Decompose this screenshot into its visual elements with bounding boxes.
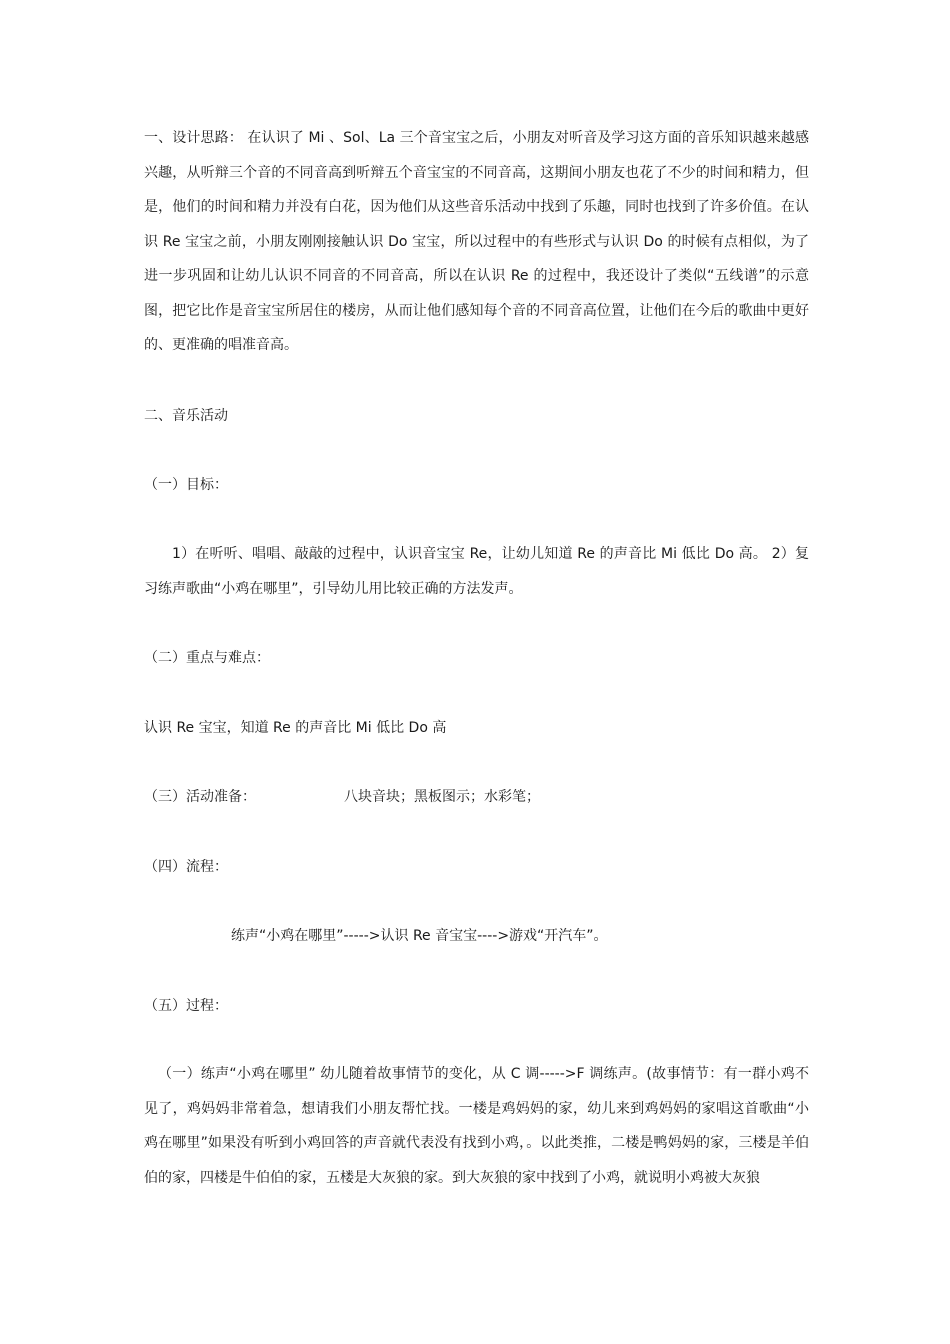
design-paragraph: 一、设计思路： 在认识了 Mi 、Sol、La 三个音宝宝之后，小朋友对听音及学习这方面的音乐知识越来越感兴趣，从听辩三个音的不同音高到听辩五个音宝宝的不同音高，这期间小朋友也花了不少的时间和精力，但是，他们的时间和精力并没有白花，因为他们从这些音乐活动中找到了乐趣，同时也找到了许多价值。在认识 Re 宝宝之前，小朋友刚刚接触认识 Do 宝宝，所以过程中的有些形式与认识 Do 的时候有点相似，为了进一步巩固和让幼儿认识不同音的不同音高，所以在认识 Re 的过程中，我还设计了类似“五线谱”的示意图，把它比作是音宝宝所居住的楼房，从而让他们感知每个音的不同音高位置，让他们在今后的歌曲中更好的、更准确的唱准音高。 (144, 130, 809, 353)
flow-text: 练声“小鸡在哪里”----->认识 Re 音宝宝---->游戏“开汽车”。 (231, 928, 608, 944)
process-paragraph: （一）练声“小鸡在哪里” 幼儿随着故事情节的变化，从 C 调----->F 调练声。(故事情节：有一群小鸡不见了，鸡妈妈非常着急，想请我们小朋友帮忙找。一楼是鸡妈妈的家，幼儿来到鸡妈妈的家唱这首歌曲“小鸡在哪里”如果没有听到小鸡回答的声音就代表没有找到小鸡，。以此类推，二楼是鸭妈妈的家，三楼是羊伯伯的家，四楼是牛伯伯的家，五楼是大灰狼的家。到大灰狼的家中找到了小鸡，就说明小鸡被大灰狼 (144, 1066, 809, 1186)
goal-paragraph: 1）在听听、唱唱、敲敲的过程中，认识音宝宝 Re，让幼儿知道 Re 的声音比 Mi 低比 Do 高。 2）复习练声歌曲“小鸡在哪里”，引导幼儿用比较正确的方法发声。 (144, 546, 809, 597)
goal-heading: （一）目标： (144, 477, 228, 493)
key-points-heading: （二）重点与难点： (144, 650, 270, 666)
preparation-heading: （三）活动准备： (144, 789, 256, 805)
flow-heading: （四）流程： (144, 859, 228, 875)
section-music-activity-title: 二、音乐活动 (144, 408, 228, 424)
preparation-text: 八块音块；黑板图示；水彩笔； (344, 789, 540, 805)
process-heading: （五）过程： (144, 998, 228, 1014)
key-points-text: 认识 Re 宝宝，知道 Re 的声音比 Mi 低比 Do 高 (144, 720, 447, 736)
